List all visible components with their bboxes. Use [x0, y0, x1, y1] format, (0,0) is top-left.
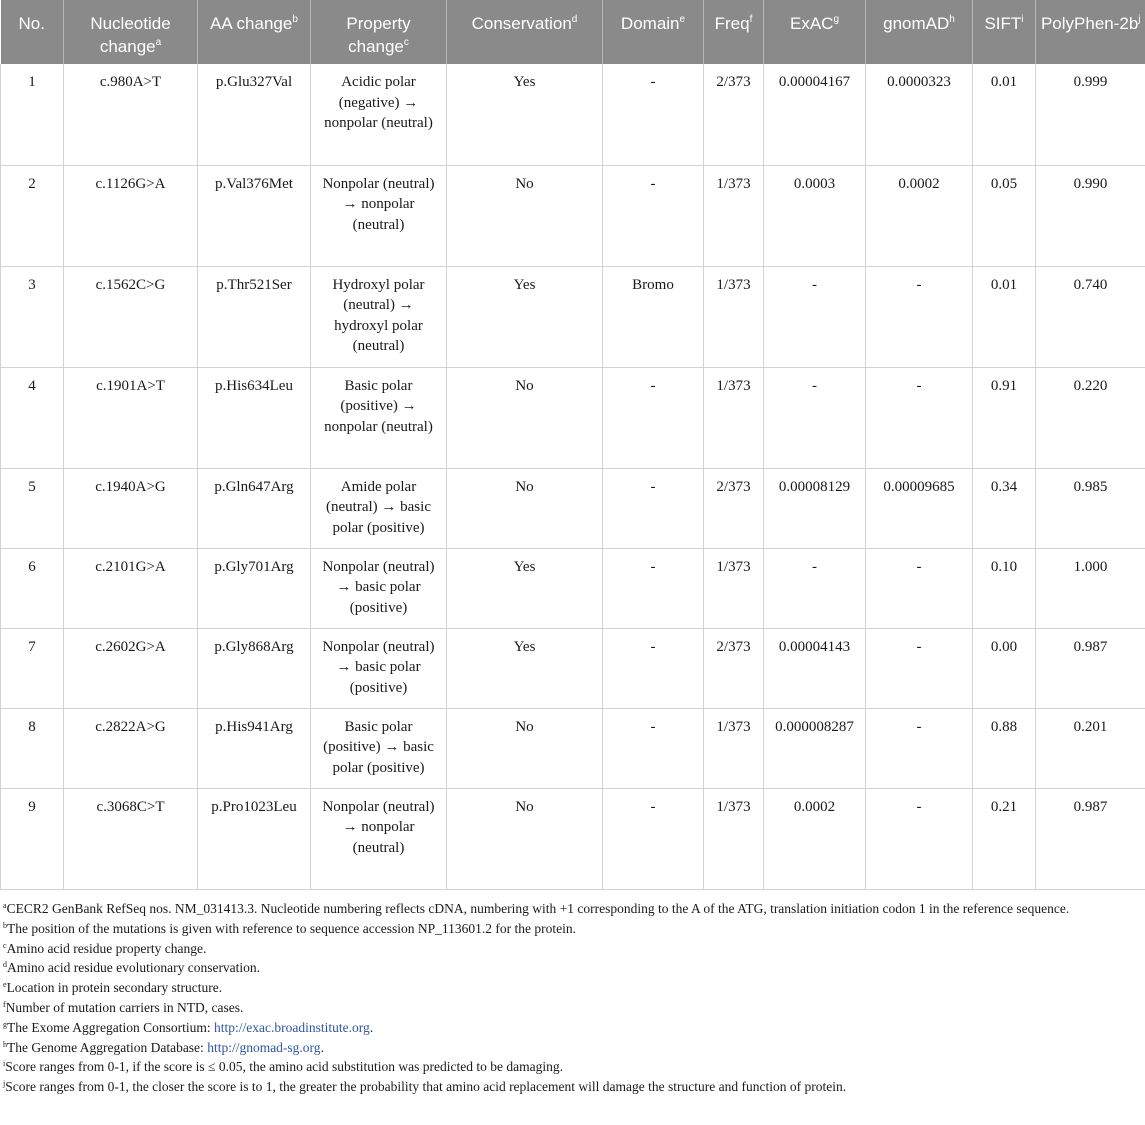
cell-polyphen: 0.201 [1036, 708, 1145, 788]
cell-gnomad: - [866, 788, 973, 889]
table-row [1, 266, 1145, 367]
footnote-marker: f [3, 999, 6, 1009]
cell-freq: 1/373 [704, 367, 764, 468]
cell-domain: - [603, 628, 704, 708]
cell-freq: 1/373 [704, 708, 764, 788]
cell-nucleotide-change: c.1126G>A [64, 165, 198, 266]
cell-aa-change: p.Pro1023Leu [198, 788, 311, 889]
cell-conservation: Yes [447, 628, 603, 708]
cell-nucleotide-change: c.2602G>A [64, 628, 198, 708]
footnote-i [3, 1057, 1141, 1077]
footnote-link[interactable]: http://gnomad-sg.org [207, 1039, 321, 1055]
header-sift: SIFT$^i$ [973, 0, 1036, 64]
table-row [1, 628, 1145, 708]
footnote-text: Score ranges from 0-1, if the score is ≤ 0.05, the amino acid substitution was predicted to be damaging. [5, 1059, 564, 1075]
cell-freq: 2/373 [704, 628, 764, 708]
cell-property-change: Nonpolar (neutral) → basic polar (positive) [311, 628, 447, 708]
cell-conservation: Yes [447, 266, 603, 367]
footnote-c [3, 939, 1141, 959]
cell-exac: 0.0003 [764, 165, 866, 266]
cell-exac: 0.00008129 [764, 468, 866, 548]
cell-sift: 0.01 [973, 64, 1036, 165]
footnote-text: Location in protein secondary structure. [6, 980, 223, 996]
cell-gnomad: 0.0000323 [866, 64, 973, 165]
cell-property-change: Nonpolar (neutral) → nonpolar (neutral) [311, 788, 447, 889]
cell-nucleotide-change: c.2822A>G [64, 708, 198, 788]
cell-aa-change: p.Gly701Arg [198, 548, 311, 628]
cell-sift: 0.10 [973, 548, 1036, 628]
cell-conservation: No [447, 788, 603, 889]
cell-nucleotide-change: c.3068C>T [64, 788, 198, 889]
cell-exac: - [764, 266, 866, 367]
footnote-period: . [369, 1019, 374, 1035]
footnote-marker: g [3, 1019, 7, 1029]
cell-gnomad: 0.0002 [866, 165, 973, 266]
cell-aa-change: p.Glu327Val [198, 64, 311, 165]
cell-aa-change: p.His941Arg [198, 708, 311, 788]
cell-conservation: No [447, 165, 603, 266]
footnote-e [3, 978, 1141, 998]
header-polyphen: PolyPhen-$2b^j$ [1036, 0, 1145, 64]
cell-exac: 0.00004167 [764, 64, 866, 165]
header-gnomad: gnomAD$^h$ [866, 0, 973, 64]
cell-polyphen: 0.990 [1036, 165, 1145, 266]
footnote-marker: e [3, 980, 7, 990]
header-property-change: Property change$^c$ [311, 0, 447, 64]
cell-polyphen: 0.220 [1036, 367, 1145, 468]
cell-sift: 0.05 [973, 165, 1036, 266]
cell-polyphen: 0.999 [1036, 64, 1145, 165]
cell-gnomad: - [866, 367, 973, 468]
cell-aa-change: p.Val376Met [198, 165, 311, 266]
cell-sift: 0.91 [973, 367, 1036, 468]
cell-freq: 2/373 [704, 468, 764, 548]
footnote-marker: h [3, 1039, 7, 1049]
footnote-marker: c [3, 940, 7, 950]
cell-exac: 0.0002 [764, 788, 866, 889]
cell-sift: 0.01 [973, 266, 1036, 367]
cell-nucleotide-change: c.1562C>G [64, 266, 198, 367]
cell-sift: 0.21 [973, 788, 1036, 889]
footnote-marker: d [3, 960, 7, 970]
cell-nucleotide-change: c.2101G>A [64, 548, 198, 628]
header-conservation: Conservation$^d$ [447, 0, 603, 64]
footnote-period: . [320, 1039, 324, 1055]
cell-no: 8 [1, 708, 64, 788]
cell-gnomad: - [866, 548, 973, 628]
footnote-text: The Exome Aggregation Consortium: [7, 1019, 214, 1035]
cell-property-change: Hydroxyl polar (neutral) → hydroxyl polar (neutral) [311, 266, 447, 367]
cell-freq: 1/373 [704, 548, 764, 628]
header-domain: Domain$^e$ [603, 0, 704, 64]
cell-aa-change: p.Thr521Ser [198, 266, 311, 367]
cell-conservation: Yes [447, 64, 603, 165]
table-row [1, 468, 1145, 548]
cell-domain: - [603, 788, 704, 889]
cell-property-change: Nonpolar (neutral) → nonpolar (neutral) [311, 165, 447, 266]
cell-no: 9 [1, 788, 64, 889]
table-row [1, 708, 1145, 788]
cell-polyphen: 1.000 [1036, 548, 1145, 628]
cell-property-change: Basic polar (positive) → nonpolar (neutral) [311, 367, 447, 468]
cell-aa-change: p.His634Leu [198, 367, 311, 468]
cell-domain: Bromo [603, 266, 704, 367]
footnote-text: The Genome Aggregation Database: [7, 1039, 208, 1055]
cell-no: 2 [1, 165, 64, 266]
cell-domain: - [603, 165, 704, 266]
cell-polyphen: 0.740 [1036, 266, 1145, 367]
cell-property-change: Basic polar (positive) → basic polar (positive) [311, 708, 447, 788]
footnote-h [3, 1038, 1141, 1058]
cell-exac: - [764, 548, 866, 628]
footnote-text: Amino acid residue evolutionary conservation. [7, 960, 261, 976]
table-row [1, 548, 1145, 628]
footnote-j [3, 1077, 1141, 1097]
cell-exac: - [764, 367, 866, 468]
cell-gnomad: - [866, 628, 973, 708]
footnote-link[interactable]: http://exac.broadinstitute.org [213, 1019, 370, 1035]
cell-gnomad: - [866, 708, 973, 788]
cell-conservation: No [447, 708, 603, 788]
cell-polyphen: 0.987 [1036, 628, 1145, 708]
cell-property-change: Acidic polar (negative) → nonpolar (neutral) [311, 64, 447, 165]
footnote-b [3, 919, 1141, 939]
cell-freq: 1/373 [704, 788, 764, 889]
footnote-marker: b [3, 920, 7, 930]
cell-no: 1 [1, 64, 64, 165]
table-body [1, 64, 1145, 889]
footnote-text: The position of the mutations is given with reference to sequence accession NP_113601.2 for the protein. [7, 920, 576, 936]
footnote-a [3, 899, 1141, 919]
cell-sift: 0.88 [973, 708, 1036, 788]
header-freq: Freq$^f$ [704, 0, 764, 64]
cell-exac: 0.00004143 [764, 628, 866, 708]
cell-nucleotide-change: c.980A>T [64, 64, 198, 165]
cell-sift: 0.00 [973, 628, 1036, 708]
cell-domain: - [603, 367, 704, 468]
footnote-text: Score ranges from 0-1, the closer the score is to 1, the greater the probability that amino acid replacement will damage the structure and function of protein. [5, 1079, 847, 1095]
footnote-text: Amino acid residue property change. [6, 940, 207, 956]
table-row [1, 64, 1145, 165]
cell-nucleotide-change: c.1901A>T [64, 367, 198, 468]
cell-property-change: Nonpolar (neutral) → basic polar (positive) [311, 548, 447, 628]
footnote-marker: i [3, 1059, 6, 1069]
cell-aa-change: p.Gly868Arg [198, 628, 311, 708]
cell-no: 4 [1, 367, 64, 468]
cell-gnomad: - [866, 266, 973, 367]
footnote-text: CECR2 GenBank RefSeq nos. NM_031413.3. Nucleotide numbering reflects cDNA, numbering with +1 corresponding to the A of the ATG, translation initiation codon 1 in the reference sequence. [6, 901, 1070, 916]
cell-freq: 1/373 [704, 266, 764, 367]
footnote-f [3, 998, 1141, 1018]
cell-polyphen: 0.987 [1036, 788, 1145, 889]
cell-conservation: No [447, 468, 603, 548]
cell-no: 7 [1, 628, 64, 708]
table-row [1, 165, 1145, 266]
footnote-text: Number of mutation carriers in NTD, cases. [5, 999, 244, 1015]
cell-domain: - [603, 708, 704, 788]
footnote-d [3, 958, 1141, 978]
cell-domain: - [603, 468, 704, 548]
cell-freq: 2/373 [704, 64, 764, 165]
cell-polyphen: 0.985 [1036, 468, 1145, 548]
footnote-marker: a [3, 901, 7, 910]
cell-domain: - [603, 64, 704, 165]
header-nucleotide-change: Nucleotide change$^a$ [64, 0, 198, 64]
cell-no: 6 [1, 548, 64, 628]
table-row [1, 367, 1145, 468]
table-row [1, 788, 1145, 889]
cell-sift: 0.34 [973, 468, 1036, 548]
cell-conservation: No [447, 367, 603, 468]
footnotes [3, 899, 1141, 1097]
cell-no: 3 [1, 266, 64, 367]
cell-conservation: Yes [447, 548, 603, 628]
header-exac: ExAC$^g$ [764, 0, 866, 64]
cell-gnomad: 0.00009685 [866, 468, 973, 548]
header-no: No. [1, 0, 64, 64]
cell-nucleotide-change: c.1940A>G [64, 468, 198, 548]
footnote-g [3, 1018, 1141, 1038]
cell-exac: 0.000008287 [764, 708, 866, 788]
cell-aa-change: p.Gln647Arg [198, 468, 311, 548]
cell-no: 5 [1, 468, 64, 548]
cell-domain: - [603, 548, 704, 628]
footnote-marker: j [3, 1079, 6, 1089]
header-aa-change: AA change$^b$ [198, 0, 311, 64]
cell-freq: 1/373 [704, 165, 764, 266]
cell-property-change: Amide polar (neutral) → basic polar (positive) [311, 468, 447, 548]
header-row [1, 0, 1145, 64]
